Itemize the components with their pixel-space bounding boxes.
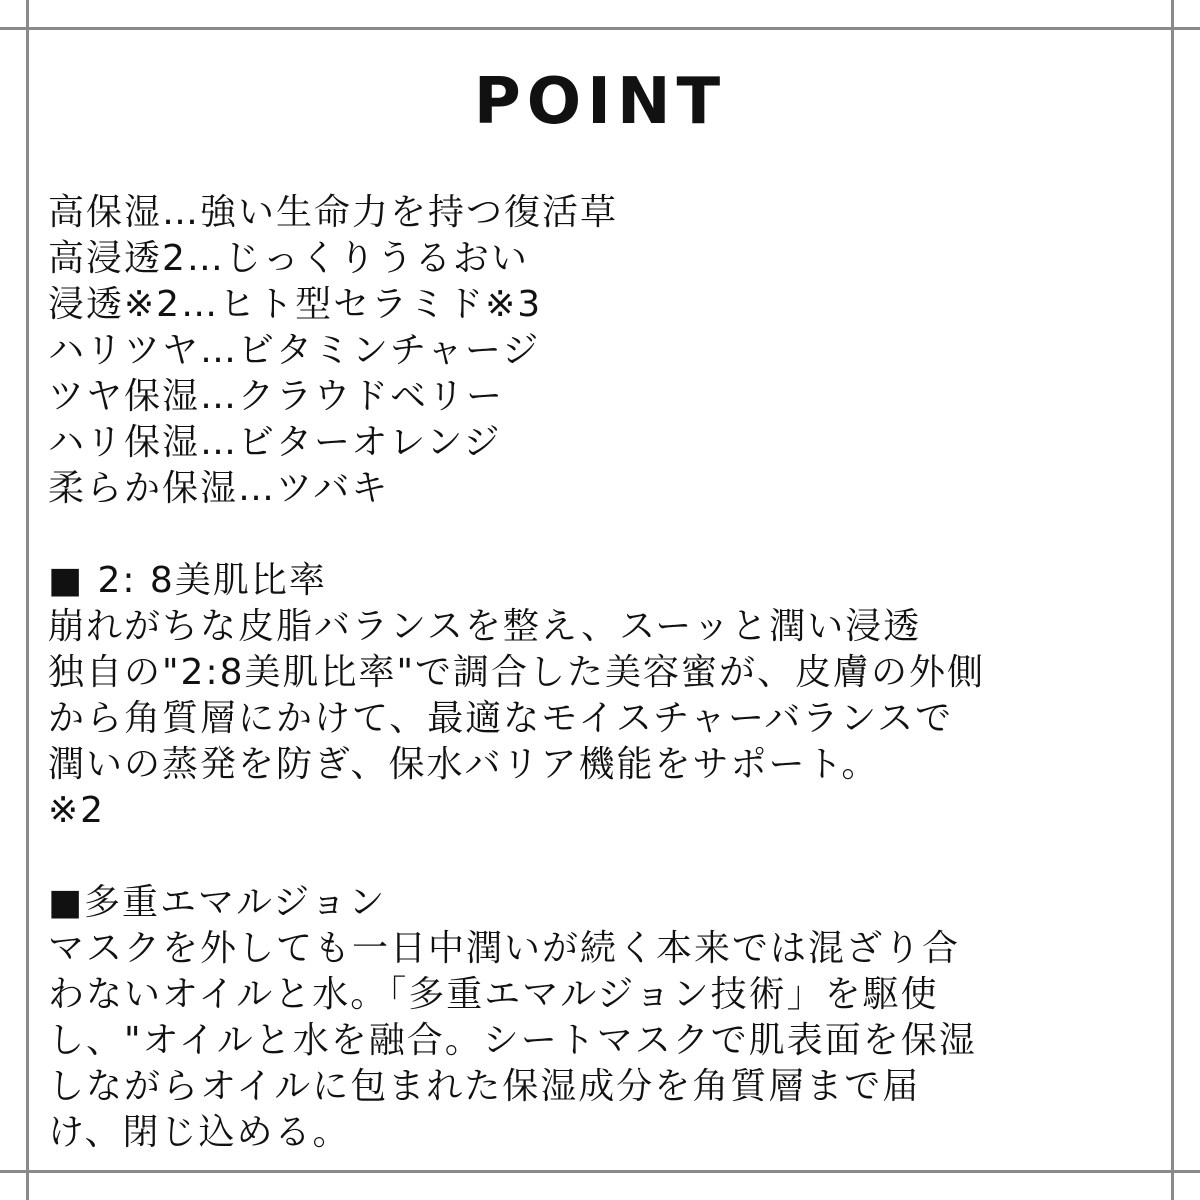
frame-line-right: [1171, 0, 1174, 1200]
frame-line-top: [0, 27, 1200, 30]
point-item: 浸透※2…ヒト型セラミド※3: [48, 284, 543, 325]
points-list: [48, 190, 1158, 512]
section-spacer: [48, 512, 1158, 558]
point-item: 高保湿…強い生命力を持つ復活草: [48, 192, 619, 233]
section-heading: ■ 2: 8美肌比率: [48, 560, 327, 601]
section-text-line: から角質層にかけて、最適なモイスチャーバランスで: [48, 698, 954, 739]
section-bihada-ratio: [48, 558, 1158, 834]
point-item: 柔らか保湿…ツバキ: [48, 468, 390, 509]
section-text-line: し、"オイルと水を融合。シートマスクで肌表面を保湿: [48, 1020, 977, 1061]
section-text-line: しながらオイルに包まれた保湿成分を角質層まで届: [48, 1066, 921, 1107]
section-text-line: 潤いの蒸発を防ぎ、保水バリア機能をサポート。: [48, 744, 880, 785]
section-emulsion: [48, 880, 1158, 1156]
page-title: POINT: [473, 65, 727, 139]
point-item: ハリツヤ…ビタミンチャージ: [48, 330, 541, 371]
section-text-line: わないオイルと水。「多重エマルジョン技術」を駆使: [48, 974, 939, 1015]
section-text-line: け、閉じ込める。: [48, 1112, 351, 1153]
content-body: [48, 190, 1158, 1156]
section-heading: ■多重エマルジョン: [48, 882, 387, 923]
section-text-line: マスクを外しても一日中潤いが続く本来では混ざり合: [48, 928, 961, 969]
section-spacer: [48, 834, 1158, 880]
point-item: ツヤ保湿…クラウドベリー: [48, 376, 505, 417]
section-footnote: ※2: [48, 790, 106, 831]
section-text-line: 独自の"2:8美肌比率"で調合した美容蜜が、皮膚の外側: [48, 652, 986, 693]
point-item: 高浸透2…じっくりうるおい: [48, 238, 529, 279]
frame-line-left: [26, 0, 29, 1200]
frame-line-bottom: [0, 1170, 1200, 1173]
section-text-line: 崩れがちな皮脂バランスを整え、スーッと潤い浸透: [48, 606, 922, 647]
point-item: ハリ保湿…ビターオレンジ: [48, 422, 502, 463]
